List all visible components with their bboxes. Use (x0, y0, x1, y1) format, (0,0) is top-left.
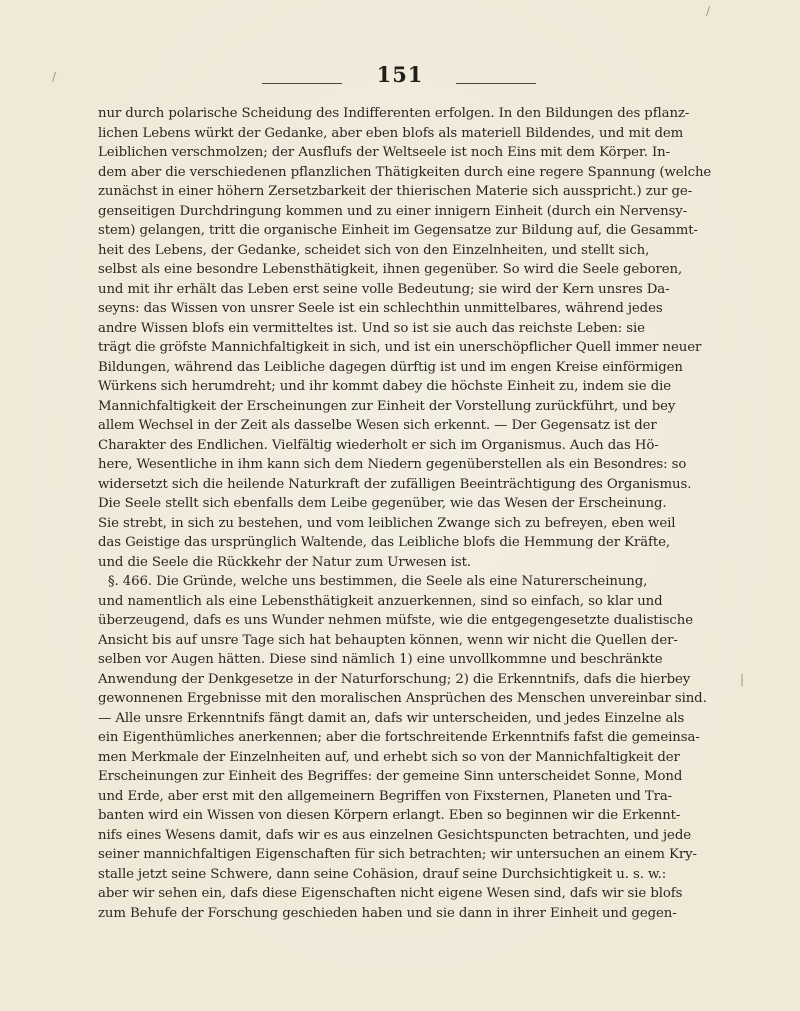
text-line: stalle jetzt seine Schwere, dann seine Cohäsion, drauf seine Durchsichtigkeit u. s. w.: (98, 866, 667, 882)
text-line: selben vor Augen hätten. Diese sind nämlich 1) eine unvollkommne und beschränkte (98, 652, 663, 667)
header-rule-right (456, 83, 536, 84)
text-line: — Alle unsre Erkenntnifs fängt damit an, dafs wir unterscheiden, und jedes Einzelne als (98, 710, 685, 726)
text-line: nifs eines Wesens damit, dafs wir es aus einzelnen Gesichtspuncten betrachten, und jede (98, 827, 691, 843)
text-line: men Merkmale der Einzelnheiten auf, und erhebt sich so von der Mannichfaltigkeit der (98, 749, 680, 765)
text-line: dem aber die verschiedenen pflanzlichen Thätigkeiten durch eine regere Spannung (welche (98, 164, 712, 180)
text-line: Mannichfaltigkeit der Erscheinungen zur Einheit der Vorstellung zurückführt, und bey (98, 398, 676, 414)
text-line: widersetzt sich die heilende Naturkraft der zufälligen Beeinträchtigung des Organismus. (98, 476, 692, 492)
text-line: here, Wesentliche in ihm kann sich dem Niedern gegenüberstellen als ein Besondres: so (98, 457, 687, 472)
text-line: und mit ihr erhält das Leben erst seine volle Bedeutung; sie wird der Kern unsres Da- (98, 281, 670, 297)
text-line: Leiblichen verschmolzen; der Ausflufs der Weltseele ist noch Eins mit dem Körper. In- (98, 145, 670, 160)
text-line: selbst als eine besondre Lebensthätigkeit, ihnen gegenüber. So wird die Seele geboren, (98, 262, 683, 277)
body-text (98, 104, 723, 923)
text-line: das Geistige das ursprünglich Waltende, das Leibliche blofs die Hemmung der Kräfte, (98, 535, 671, 550)
text-line: zum Behufe der Forschung geschieden haben und sie dann in ihrer Einheit und gegen- (98, 905, 677, 921)
text-line: Ansicht bis auf unsre Tage sich hat behaupten können, wenn wir nicht die Quellen der- (98, 632, 678, 648)
page-number: 151 (376, 62, 424, 87)
text-line: seiner mannichfaltigen Eigenschaften für sich betrachten; wir untersuchen an einem Kry- (98, 847, 697, 862)
section-heading-line: §. 466. Die Gründe, welche uns bestimmen, die Seele als eine Naturerscheinung, (108, 574, 648, 589)
text-line: Würkens sich herumdreht; und ihr kommt dabey die höchste Einheit zu, indem sie die (98, 379, 672, 394)
text-line: genseitigen Durchdringung kommen und zu einer innigern Einheit (durch ein Nervensy- (98, 203, 688, 219)
text-line: allem Wechsel in der Zeit als dasselbe Wesen sich erkennt. — Der Gegensatz ist der (98, 418, 657, 433)
text-line: gewonnenen Ergebnisse mit den moralischen Ansprüchen des Menschen unvereinbar sind. (98, 691, 707, 706)
margin-mark-top: / (706, 4, 711, 18)
text-line: Die Seele stellt sich ebenfalls dem Leibe gegenüber, wie das Wesen der Erscheinung. (98, 496, 667, 511)
text-line: und Erde, aber erst mit den allgemeinern Begriffen von Fixsternen, Planeten und Tra- (98, 788, 673, 804)
header-rule-left (262, 83, 342, 84)
text-line: heit des Lebens, der Gedanke, scheidet sich von den Einzelnheiten, und stellt sich, (98, 242, 650, 258)
text-line: Bildungen, während das Leibliche dagegen dürftig ist und im engen Kreise einförmigen (98, 359, 683, 375)
text-line: andre Wissen blofs ein vermitteltes ist. Und so ist sie auch das reichste Leben: sie (98, 320, 645, 336)
text-line: ein Eigenthümliches anerkennen; aber die fortschreitende Erkenntnifs fafst die gemeinsa- (98, 730, 700, 745)
page-header (0, 52, 800, 92)
margin-mark-right: | (740, 672, 745, 686)
text-line: stem) gelangen, tritt die organische Einheit im Gegensatze zur Bildung auf, die Gesammt- (98, 223, 698, 238)
text-line: trägt die gröfste Mannichfaltigkeit in sich, und ist ein unerschöpflicher Quell immer neuer (98, 340, 702, 355)
margin-mark-left: / (52, 70, 57, 84)
text-line: und namentlich als eine Lebensthätigkeit anzuerkennen, sind so einfach, so klar und (98, 593, 663, 609)
text-line: nur durch polarische Scheidung des Indifferenten erfolgen. In den Bildungen des pflanz- (98, 106, 690, 121)
text-line: Sie strebt, in sich zu bestehen, und vom leiblichen Zwange sich zu befreyen, eben weil (98, 515, 676, 531)
text-line: Charakter des Endlichen. Vielfältig wiederholt er sich im Organismus. Auch das Hö- (98, 437, 659, 453)
text-line: lichen Lebens würkt der Gedanke, aber eben blofs als materiell Bildendes, und mit dem (98, 125, 684, 141)
text-line: zunächst in einer höhern Zersetzbarkeit der thierischen Materie sich ausspricht.) zur ge- (98, 184, 693, 199)
text-line: Erscheinungen zur Einheit des Begriffes: der gemeine Sinn unterscheidet Sonne, Mond (98, 769, 683, 784)
text-line: banten wird ein Wissen von diesen Körpern erlangt. Eben so beginnen wir die Erkennt- (98, 808, 681, 823)
text-line: überzeugend, dafs es uns Wunder nehmen müfste, wie die entgegengesetzte dualistische (98, 613, 694, 628)
text-line: Anwendung der Denkgesetze in der Naturforschung; 2) die Erkenntnifs, dafs die hierbey (98, 671, 691, 687)
text-line: seyns: das Wissen von unsrer Seele ist ein schlechthin unmittelbares, während jedes (98, 301, 663, 316)
text-line: aber wir sehen ein, dafs diese Eigenschaften nicht eigene Wesen sind, dafs wir sie blofs (98, 886, 683, 901)
text-line: und die Seele die Rückkehr der Natur zum Urwesen ist. (98, 554, 471, 570)
